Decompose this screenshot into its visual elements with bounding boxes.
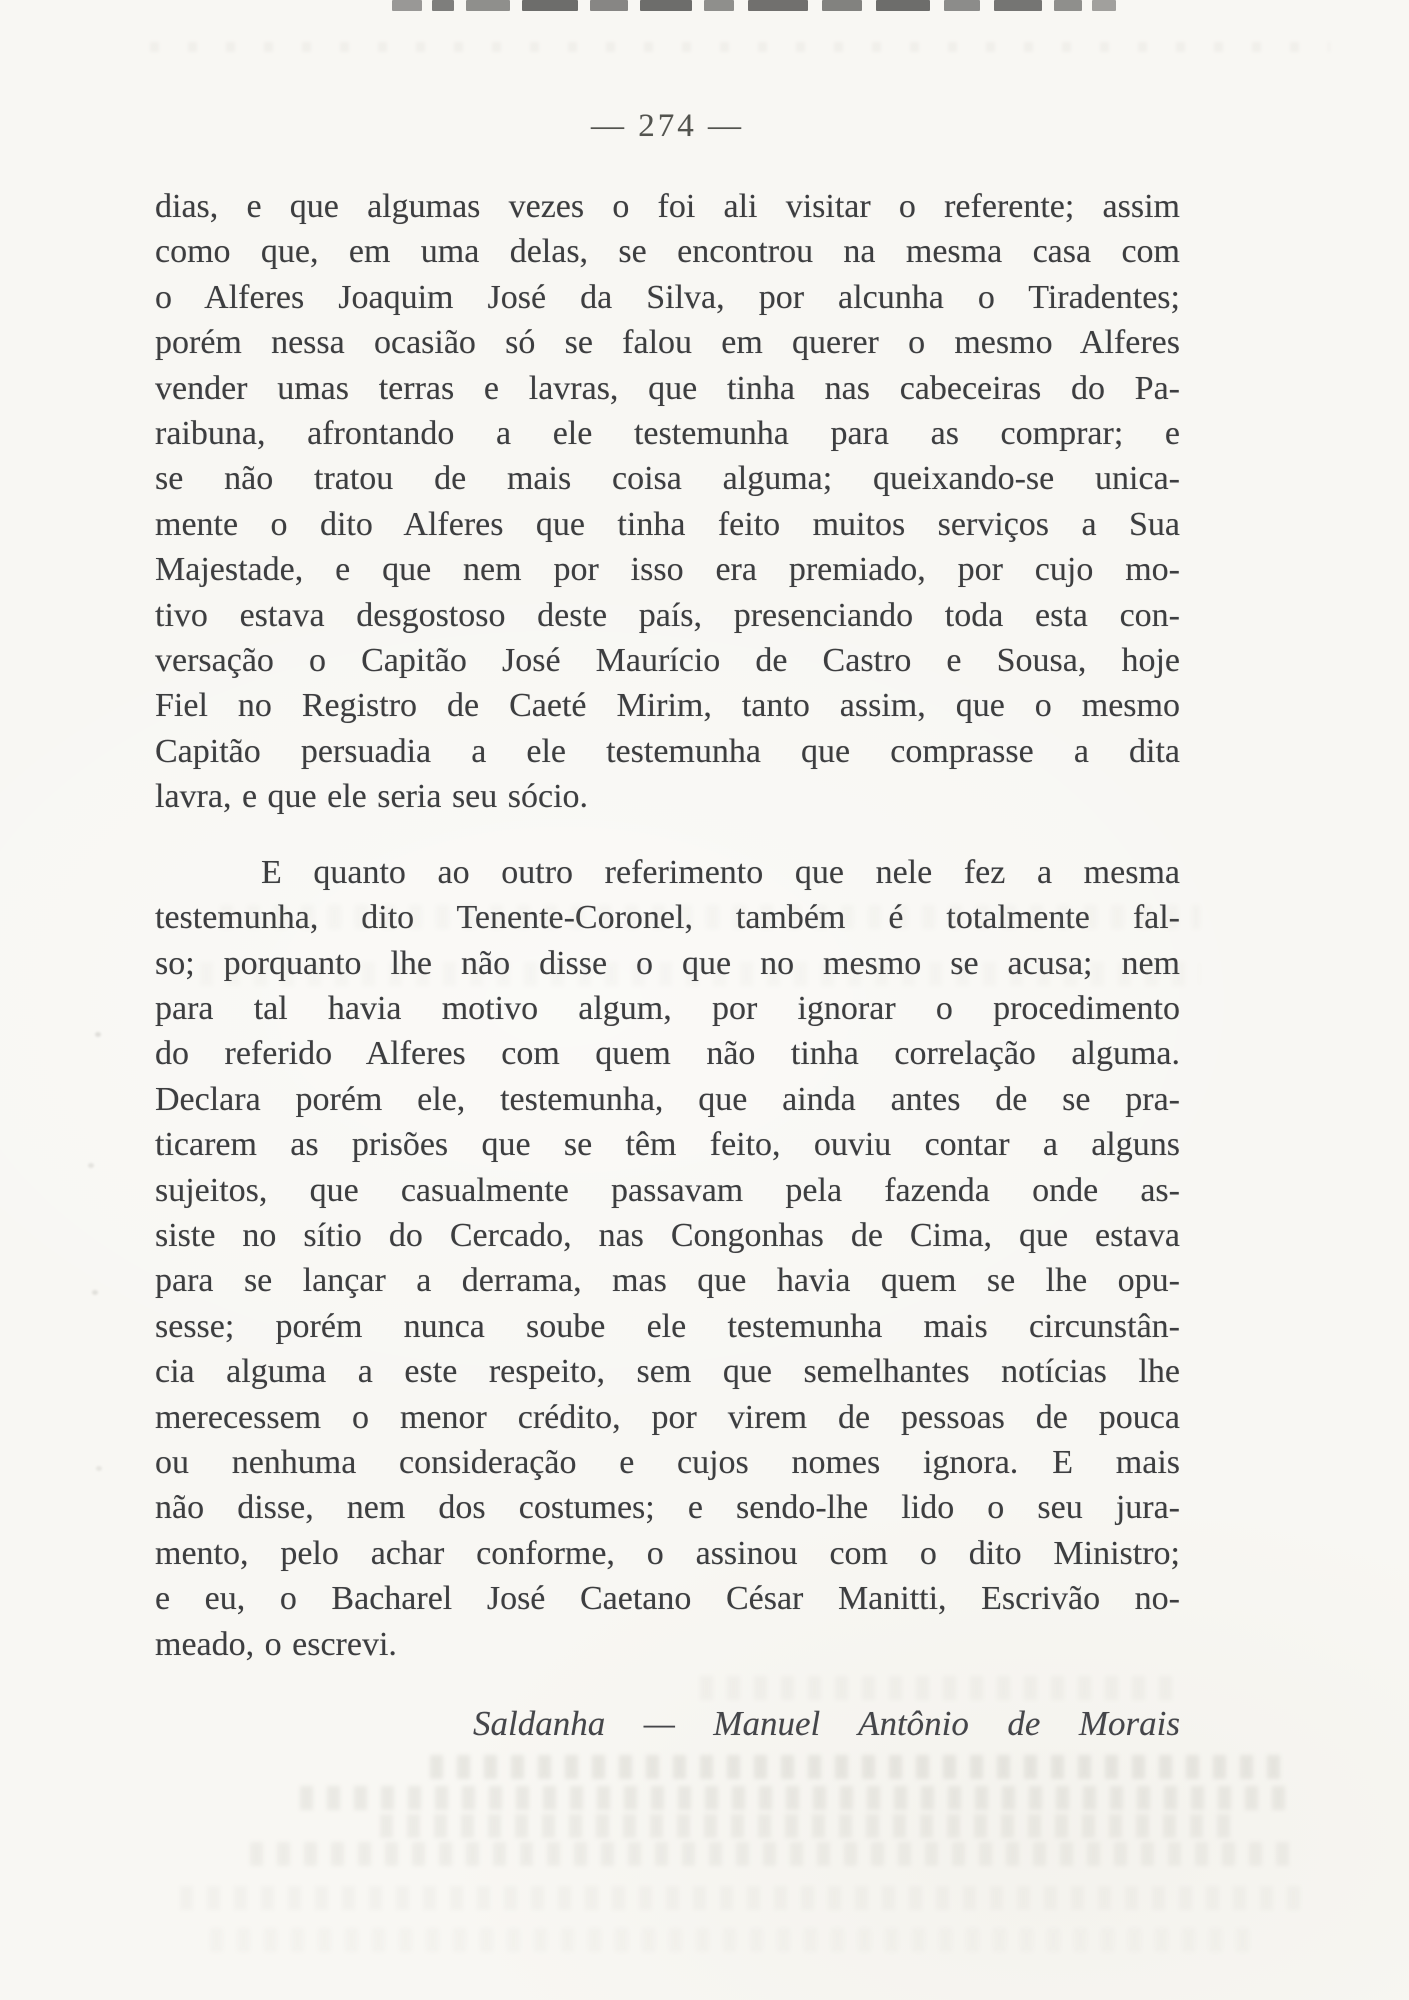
text-line: so; porquanto lhe não disse o que no mesmo se acusa; nem	[155, 944, 1180, 982]
bleed-through-line	[250, 1842, 1290, 1866]
text-line: como que, em uma delas, se encontrou na mesma casa com	[155, 233, 1180, 271]
text-line: meado, o escrevi.	[155, 1625, 397, 1663]
scan-speck	[96, 1466, 102, 1471]
text-line: e eu, o Bacharel José Caetano César Manitti, Escrivão no-	[155, 1580, 1180, 1618]
bleed-through-line	[220, 905, 1200, 929]
text-line: siste no sítio do Cercado, nas Congonhas de Cima, que estava	[155, 1216, 1180, 1254]
scan-speck	[88, 1163, 94, 1168]
bleed-through-line	[430, 1755, 1290, 1779]
text-line: o Alferes Joaquim José da Silva, por alcunha o Tiradentes;	[155, 278, 1180, 316]
text-line: se não tratou de mais coisa alguma; queixando-se unica-	[155, 460, 1180, 498]
text-line: mente o dito Alferes que tinha feito muitos serviços a Sua	[155, 505, 1180, 543]
page-top-edge-fragments	[0, 0, 1409, 16]
text-line: vender umas terras e lavras, que tinha nas cabeceiras do Pa-	[155, 369, 1180, 407]
bleed-through-line	[700, 1676, 1180, 1700]
scan-speck	[92, 1290, 98, 1295]
text-line: sesse; porém nunca soube ele testemunha mais circunstân-	[155, 1307, 1180, 1345]
bleed-through-line	[200, 962, 1200, 986]
bleed-through-line	[300, 1786, 1290, 1810]
text-line: raibuna, afrontando a ele testemunha para as comprar; e	[155, 415, 1180, 453]
bleed-through-line	[380, 1814, 1240, 1838]
text-line: ou nenhuma consideração e cujos nomes ignora. E mais	[155, 1443, 1180, 1481]
text-line: para se lançar a derrama, mas que havia quem se lhe opu-	[155, 1262, 1180, 1300]
text-line: para tal havia motivo algum, por ignorar o procedimento	[155, 989, 1180, 1027]
text-line: não disse, nem dos costumes; e sendo-lhe lido o seu jura-	[155, 1489, 1180, 1527]
text-line: cia alguma a este respeito, sem que semelhantes notícias lhe	[155, 1353, 1180, 1391]
text-line: ticarem as prisões que se têm feito, ouviu contar a alguns	[155, 1126, 1180, 1164]
text-line: mento, pelo achar conforme, o assinou com o dito Ministro;	[155, 1534, 1180, 1572]
text-line: tivo estava desgostoso deste país, presenciando toda esta con-	[155, 596, 1180, 634]
bleed-through-line	[210, 1928, 1260, 1952]
text-line: lavra, e que ele seria seu sócio.	[155, 778, 589, 816]
text-line: Declara porém ele, testemunha, que ainda antes de se pra-	[155, 1080, 1180, 1118]
signature-line: Saldanha — Manuel Antônio de Morais	[473, 1704, 1180, 1743]
text-line: Majestade, e que nem por isso era premiado, por cujo mo-	[155, 551, 1180, 589]
scan-noise-row	[150, 42, 1330, 52]
text-line: do referido Alferes com quem não tinha correlação alguma.	[155, 1035, 1180, 1073]
text-line: porém nessa ocasião só se falou em querer o mesmo Alferes	[155, 324, 1180, 362]
scan-speck	[95, 1032, 101, 1037]
text-line: testemunha, dito Tenente-Coronel, também é totalmente fal-	[155, 899, 1180, 937]
text-line: dias, e que algumas vezes o foi ali visitar o referente; assim	[155, 188, 1180, 225]
text-line: merecessem o menor crédito, por virem de pessoas de pouca	[155, 1398, 1180, 1436]
text-line: sujeitos, que casualmente passavam pela fazenda onde as-	[155, 1171, 1180, 1209]
bleed-through-line	[180, 1886, 1300, 1910]
text-line: Fiel no Registro de Caeté Mirim, tanto assim, que o mesmo	[155, 687, 1180, 725]
text-line: E quanto ao outro referimento que nele fez a mesma	[261, 853, 1180, 891]
text-line: Capitão persuadia a ele testemunha que comprasse a dita	[155, 732, 1180, 770]
text-line: versação o Capitão José Maurício de Castro e Sousa, hoje	[155, 642, 1180, 680]
page-number: — 274 —	[591, 108, 744, 144]
